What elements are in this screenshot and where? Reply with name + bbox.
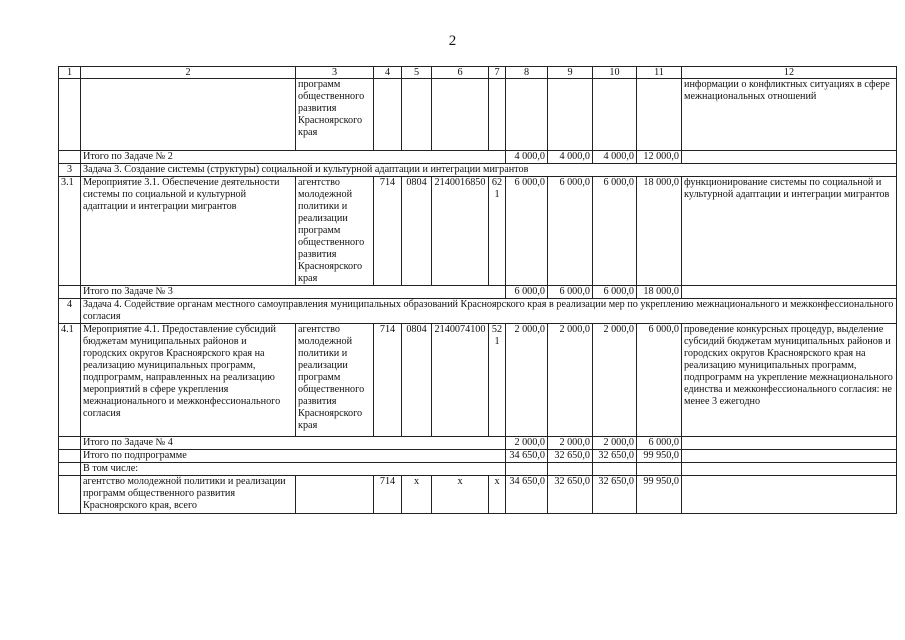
code-cell: х: [402, 476, 432, 514]
result-cell: функционирование системы по социальной и культурной адаптации и интеграции мигрантов: [682, 177, 897, 286]
header-cell: 4: [374, 67, 402, 79]
header-cell: 2: [81, 67, 296, 79]
code-cell: 521: [489, 324, 506, 437]
code-cell: х: [489, 476, 506, 514]
value-cell: 4 000,0: [593, 151, 637, 164]
value-cell: 32 650,0: [593, 450, 637, 463]
code-cell: 714: [374, 476, 402, 514]
value-cell: 6 000,0: [637, 324, 682, 437]
measure-number: 3.1: [59, 177, 81, 286]
task-row-3: [59, 164, 897, 177]
total-label: Итого по подпрограмме: [81, 450, 506, 463]
result-cell: информации о конфликтных ситуациях в сфере межнациональных отношений: [682, 79, 897, 151]
table-row-continuation: [59, 79, 897, 151]
code-cell: 714: [374, 324, 402, 437]
total-row-task2: [59, 151, 897, 164]
value-cell: 6 000,0: [593, 177, 637, 286]
value-cell: 18 000,0: [637, 286, 682, 299]
header-cell: 10: [593, 67, 637, 79]
total-row-subprogram: [59, 450, 897, 463]
total-label: Итого по Задаче № 3: [81, 286, 506, 299]
value-cell: 99 950,0: [637, 476, 682, 514]
including-label: В том числе:: [81, 463, 506, 476]
including-row: [59, 463, 897, 476]
header-cell: 9: [548, 67, 593, 79]
header-cell: 1: [59, 67, 81, 79]
page-number: 2: [448, 33, 457, 49]
value-cell: 12 000,0: [637, 151, 682, 164]
measure-row-4-1: [59, 324, 897, 437]
header-cell: 7: [489, 67, 506, 79]
measure-name: Мероприятие 4.1. Предоставление субсидий бюджетам муниципальных районов и городских округов Красноярского края на реализацию муниципальных программ, подпрограмм, направленных на реализацию мероприятий в сфере укрепления межнационального и межконфессионального согласия: [81, 324, 296, 437]
value-cell: 2 000,0: [593, 324, 637, 437]
agency-row: [59, 476, 897, 514]
header-cell: 6: [432, 67, 489, 79]
header-cell: 8: [506, 67, 548, 79]
value-cell: 4 000,0: [506, 151, 548, 164]
value-cell: 32 650,0: [593, 476, 637, 514]
budget-table: [58, 66, 897, 514]
value-cell: 4 000,0: [548, 151, 593, 164]
header-cell: 3: [296, 67, 374, 79]
code-cell: 2140074100: [432, 324, 489, 437]
executor-cell: агентство молодежной политики и реализации программ общественного развития Красноярского края: [296, 324, 374, 437]
agency-label: агентство молодежной политики и реализации программ общественного развития Красноярского края, всего: [81, 476, 296, 514]
value-cell: 32 650,0: [548, 476, 593, 514]
header-cell: 5: [402, 67, 432, 79]
value-cell: 32 650,0: [548, 450, 593, 463]
value-cell: 6 000,0: [593, 286, 637, 299]
code-cell: х: [432, 476, 489, 514]
code-cell: 621: [489, 177, 506, 286]
task-number: 3: [59, 164, 81, 177]
total-label: Итого по Задаче № 4: [81, 437, 506, 450]
task-title: Задача 4. Содействие органам местного самоуправления муниципальных образований Красноярского края в реализации мер по укреплению межнационального и межконфессионального согласия: [81, 299, 897, 324]
value-cell: 6 000,0: [548, 177, 593, 286]
value-cell: 6 000,0: [637, 437, 682, 450]
task-number: 4: [59, 299, 81, 324]
measure-name: Мероприятие 3.1. Обеспечение деятельности системы по социальной и культурной адаптации и интеграции мигрантов: [81, 177, 296, 286]
header-row: [59, 67, 897, 79]
result-cell: проведение конкурсных процедур, выделение субсидий бюджетам муниципальных районов и городских округов Красноярского края на реализацию муниципальных программ, подпрограмм на укрепление межнационального единства и межконфессионального согласия: не менее 3 ежегодно: [682, 324, 897, 437]
measure-number: 4.1: [59, 324, 81, 437]
measure-row-3-1: [59, 177, 897, 286]
total-row-task4: [59, 437, 897, 450]
value-cell: 34 650,0: [506, 476, 548, 514]
task-row-4: [59, 299, 897, 324]
header-cell: 11: [637, 67, 682, 79]
header-cell: 12: [682, 67, 897, 79]
code-cell: 0804: [402, 324, 432, 437]
value-cell: 6 000,0: [506, 286, 548, 299]
value-cell: 6 000,0: [506, 177, 548, 286]
value-cell: 99 950,0: [637, 450, 682, 463]
value-cell: 2 000,0: [506, 437, 548, 450]
value-cell: 6 000,0: [548, 286, 593, 299]
value-cell: 2 000,0: [593, 437, 637, 450]
code-cell: 0804: [402, 177, 432, 286]
executor-cell: программ общественного развития Красноярского края: [296, 79, 374, 151]
value-cell: 2 000,0: [548, 437, 593, 450]
value-cell: 2 000,0: [548, 324, 593, 437]
executor-cell: агентство молодежной политики и реализации программ общественного развития Красноярского края: [296, 177, 374, 286]
total-row-task3: [59, 286, 897, 299]
total-label: Итого по Задаче № 2: [81, 151, 506, 164]
value-cell: 34 650,0: [506, 450, 548, 463]
value-cell: 18 000,0: [637, 177, 682, 286]
code-cell: 2140016850: [432, 177, 489, 286]
task-title: Задача 3. Создание системы (структуры) социальной и культурной адаптации и интеграции мигрантов: [81, 164, 897, 177]
value-cell: 2 000,0: [506, 324, 548, 437]
code-cell: 714: [374, 177, 402, 286]
